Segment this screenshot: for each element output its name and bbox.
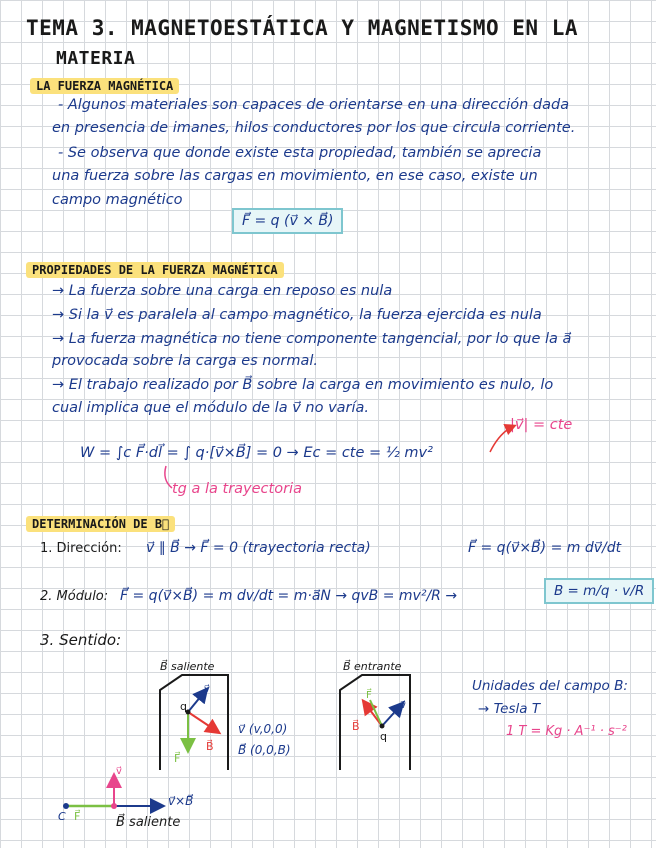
text-line: cual implica que el módulo de la v⃗ no varía. bbox=[52, 400, 370, 416]
plane-outline bbox=[340, 675, 410, 770]
lorentz-formula-box: F⃗ = q (v⃗ × B⃗) bbox=[232, 208, 343, 234]
units-tesla: → Tesla T bbox=[478, 701, 541, 717]
module-text: F⃗ = q(v⃗×B⃗) = m dv/dt = m·a⃗N → qvB = mv²/R → bbox=[120, 588, 458, 604]
label-f: F⃗ bbox=[174, 752, 181, 765]
section-heading-fuerza: LA FUERZA MAGNÉTICA bbox=[30, 78, 179, 94]
label-b: B⃗ bbox=[352, 720, 360, 733]
work-formula: W = ∫c F⃗·dl⃗ = ∫ q·[v⃗×B⃗] = 0 → Ec = cte = ½ mv² bbox=[80, 445, 433, 461]
label-f: F⃗ bbox=[366, 690, 372, 701]
diagram-b-saliente bbox=[160, 675, 228, 770]
label-q: q bbox=[180, 700, 187, 713]
text-line: en presencia de imanes, hilos conductores por los que circula corriente. bbox=[52, 120, 576, 136]
text-line: → La fuerza sobre una carga en reposo es nula bbox=[52, 283, 393, 299]
v-coords: v⃗ (v,0,0) bbox=[238, 722, 288, 736]
label-b-entrante: B⃗ entrante bbox=[343, 660, 402, 673]
text-line: → La fuerza magnética no tiene componente tangencial, por lo que la a⃗ bbox=[52, 331, 572, 347]
label-vxb: v⃗×B⃗ bbox=[168, 794, 194, 808]
direction-label: 1. Dirección: bbox=[40, 541, 122, 556]
text-line: provocada sobre la carga es normal. bbox=[52, 353, 318, 369]
direction-text: v⃗ ∥ B⃗ → F⃗ = 0 (trayectoria recta) bbox=[146, 540, 371, 556]
diagram-b-entrante bbox=[340, 675, 410, 770]
label-f: F⃗ bbox=[74, 810, 81, 823]
v-const-arrow bbox=[490, 426, 514, 452]
direction-formula: F⃗ = q(v⃗×B⃗) = m dv⃗/dt bbox=[468, 540, 622, 556]
units-title: Unidades del campo B: bbox=[472, 678, 628, 694]
page-title: TEMA 3. MAGNETOESTÁTICA Y MAGNETISMO EN LA bbox=[26, 16, 579, 40]
b-coords: B⃗ (0,0,B) bbox=[238, 743, 291, 757]
origin-point bbox=[63, 803, 69, 809]
label-b-saliente-bottom: B⃗ saliente bbox=[116, 815, 181, 830]
label-v: v⃗ bbox=[400, 700, 406, 711]
label-b-saliente: B⃗ saliente bbox=[160, 660, 215, 673]
label-c: C bbox=[58, 810, 66, 823]
text-line: → Si la v⃗ es paralela al campo magnético, la fuerza ejercida es nula bbox=[52, 307, 542, 323]
page-title-continued: MATERIA bbox=[56, 48, 136, 69]
text-line: - Se observa que donde existe esta propiedad, también se aprecia bbox=[58, 145, 542, 161]
module-label: 2. Módulo: bbox=[40, 589, 109, 604]
b-formula-box: B = m/q · v/R bbox=[544, 578, 654, 604]
label-v: v⃗ bbox=[204, 684, 210, 695]
b-arrow bbox=[188, 712, 218, 732]
sense-label: 3. Sentido: bbox=[40, 631, 122, 649]
bottom-axes-diagram bbox=[63, 776, 162, 809]
charge-point bbox=[380, 724, 385, 729]
label-v: v⃗ bbox=[116, 766, 122, 777]
tangent-arrow bbox=[165, 466, 172, 488]
label-b: B⃗ bbox=[206, 740, 214, 753]
text-line: - Algunos materiales son capaces de orientarse en una dirección dada bbox=[58, 97, 570, 113]
tangent-note: tg a la trayectoria bbox=[172, 481, 302, 497]
text-line: → El trabajo realizado por B⃗ sobre la carga en movimiento es nulo, lo bbox=[52, 377, 554, 393]
origin-point bbox=[111, 803, 117, 809]
text-line: una fuerza sobre las cargas en movimiento, en ese caso, existe un bbox=[52, 168, 538, 184]
units-equation: 1 T = Kg · A⁻¹ · s⁻² bbox=[506, 724, 627, 739]
section-heading-propiedades: PROPIEDADES DE LA FUERZA MAGNÉTICA bbox=[26, 262, 284, 278]
v-constant-note: |v⃗| = cte bbox=[510, 417, 573, 433]
label-q: q bbox=[380, 730, 387, 743]
section-heading-determinacion: DETERMINACIÓN DE B⃗ bbox=[26, 516, 175, 532]
plane-outline bbox=[160, 675, 228, 770]
text-line: campo magnético bbox=[52, 192, 183, 208]
v-arrow bbox=[382, 704, 402, 726]
